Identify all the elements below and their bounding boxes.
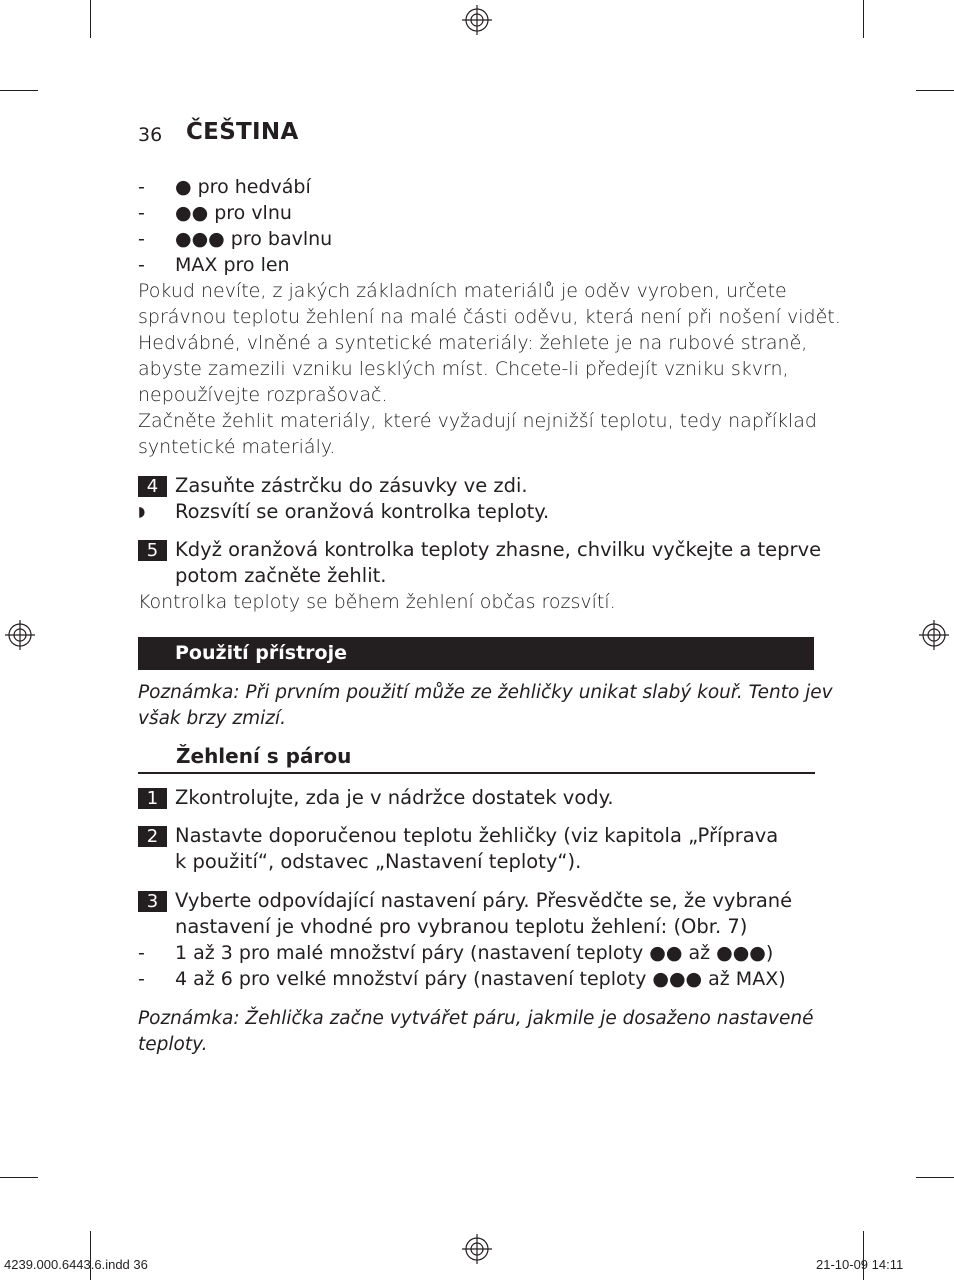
list-item: ●●● pro bavlnu [175, 228, 333, 250]
registration-mark-icon [462, 5, 492, 35]
step-number: 5 [138, 540, 167, 561]
step-text: potom začněte žehlit. [175, 564, 387, 587]
footer-date: 21-10-09 14:11 [816, 1257, 904, 1272]
paragraph-line: Hedvábné, vlněné a syntetické materiály: žehlete je na rubové straně, [138, 332, 808, 354]
paragraph-line: správnou teplotu žehlení na malé části oděvu, která není při nošení vidět. [138, 306, 841, 328]
subsection-title: Žehlení s párou [176, 744, 352, 768]
registration-mark-icon [5, 620, 35, 650]
step-text: Zkontrolujte, zda je v nádržce dostatek vody. [175, 786, 614, 809]
step-number: 4 [138, 476, 167, 497]
step-text: Když oranžová kontrolka teploty zhasne, chvilku vyčkejte a teprve [175, 538, 822, 561]
crop-mark [90, 0, 91, 38]
list-dash: - [138, 228, 145, 250]
crop-mark [916, 90, 954, 91]
step-number: 3 [138, 891, 167, 912]
paragraph-line: Začněte žehlit materiály, které vyžadují nejnižší teplotu, tedy například [138, 410, 817, 432]
list-dash: - [138, 176, 145, 198]
crop-mark [916, 1177, 954, 1178]
page-title: ČEŠTINA [186, 119, 299, 145]
paragraph-line: abyste zamezili vzniku lesklých míst. Chcete-li předejít vzniku skvrn, [138, 358, 789, 380]
crop-mark [90, 1231, 91, 1280]
paragraph-line: syntetické materiály. [138, 436, 336, 458]
triangle-bullet-icon: ◗ [138, 504, 146, 520]
note-line: však brzy zmizí. [138, 708, 287, 729]
step-text: Nastavte doporučenou teplotu žehličky (viz kapitola „Příprava [175, 824, 779, 847]
crop-mark [863, 0, 864, 38]
step-note: Kontrolka teploty se během žehlení občas rozsvítí. [138, 591, 616, 613]
paragraph-line: nepoužívejte rozprašovač. [138, 384, 388, 406]
section-title: Použití přístroje [175, 642, 347, 664]
list-dash: - [138, 254, 145, 276]
step-text: k použití“, odstavec „Nastavení teploty“). [175, 850, 582, 873]
step-result: Rozsvítí se oranžová kontrolka teploty. [175, 500, 550, 523]
footer-file: 4239.000.6443.6.indd 36 [4, 1257, 148, 1272]
crop-mark [0, 90, 38, 91]
registration-mark-icon [919, 620, 949, 650]
step-number: 2 [138, 826, 167, 847]
list-item: MAX pro len [175, 254, 290, 276]
section-header [138, 637, 814, 670]
step-text: nastavení je vhodné pro vybranou teplotu žehlení: (Obr. 7) [175, 915, 748, 938]
list-dash: - [138, 202, 145, 224]
list-item: ● pro hedvábí [175, 176, 311, 198]
note-line: Poznámka: Žehlička začne vytvářet páru, jakmile je dosaženo nastavené [138, 1008, 814, 1029]
divider [138, 772, 815, 774]
list-dash: - [138, 942, 145, 964]
step-text: Vyberte odpovídající nastavení páry. Přesvědčte se, že vybrané [175, 889, 793, 912]
list-item: ●● pro vlnu [175, 202, 292, 224]
page-number: 36 [138, 124, 163, 146]
step-number: 1 [138, 788, 167, 809]
crop-mark [0, 1177, 38, 1178]
paragraph-line: Pokud nevíte, z jakých základních materiálů je oděv vyroben, určete [138, 280, 787, 302]
note-line: Poznámka: Při prvním použití může ze žehličky unikat slabý kouř. Tento jev [138, 682, 833, 703]
registration-mark-icon [462, 1234, 492, 1264]
crop-mark [863, 1231, 864, 1280]
step-text: Zasuňte zástrčku do zásuvky ve zdi. [175, 474, 528, 497]
note-line: teploty. [138, 1034, 208, 1055]
list-item: 1 až 3 pro malé množství páry (nastavení teploty ●● až ●●●) [175, 942, 774, 964]
list-item: 4 až 6 pro velké množství páry (nastavení teploty ●●● až MAX) [175, 968, 786, 990]
list-dash: - [138, 968, 145, 990]
